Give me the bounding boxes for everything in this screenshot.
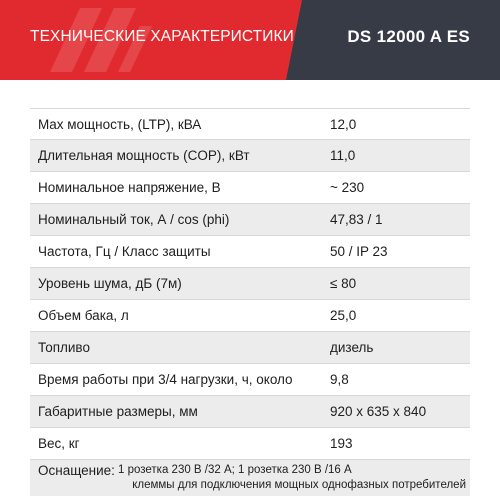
spec-value: 12,0 — [330, 117, 357, 132]
spec-row — [30, 364, 470, 396]
spec-row — [30, 428, 470, 460]
spec-label: Объем бака, л — [38, 308, 129, 323]
spec-value: 193 — [330, 436, 353, 451]
spec-row — [30, 268, 470, 300]
spec-value: 25,0 — [330, 308, 357, 323]
equipment-label: Оснащение: — [38, 463, 115, 478]
spec-value: дизель — [330, 340, 374, 355]
spec-row — [30, 396, 470, 428]
spec-label: Max мощность, (LTP), кВА — [38, 117, 202, 132]
spec-label: Вес, кг — [38, 436, 80, 451]
spec-label: Габаритные размеры, мм — [38, 404, 198, 419]
spec-row — [30, 140, 470, 172]
spec-value: 920 x 635 x 840 — [330, 404, 427, 419]
spec-row — [30, 172, 470, 204]
header-title: ТЕХНИЧЕСКИЕ ХАРАКТЕРИСТИКИ — [30, 28, 294, 45]
spec-value: 9,8 — [330, 372, 349, 387]
spec-row — [30, 300, 470, 332]
spec-value: ~ 230 — [330, 180, 365, 195]
spec-label: Частота, Гц / Класс защиты — [38, 244, 211, 259]
equipment-row — [30, 460, 470, 496]
spec-row — [30, 204, 470, 236]
spec-label: Уровень шума, дБ (7м) — [38, 276, 182, 291]
spec-table — [30, 108, 470, 496]
spec-row — [30, 332, 470, 364]
spec-label: Длительная мощность (COP), кВт — [38, 148, 250, 163]
spec-value: ≤ 80 — [330, 276, 357, 291]
spec-label: Номинальное напряжение, В — [38, 180, 221, 195]
spec-value: 47,83 / 1 — [330, 212, 383, 227]
spec-label: Номинальный ток, А / cos (phi) — [38, 212, 230, 227]
spec-label: Время работы при 3/4 нагрузки, ч, около — [38, 372, 293, 387]
equipment-line-2: клеммы для подключения мощных однофазных потребителей — [132, 479, 466, 491]
spec-label: Топливо — [38, 340, 90, 355]
model-name: DS 12000 A ES — [347, 27, 470, 46]
spec-value: 50 / IP 23 — [330, 244, 388, 259]
spec-row — [30, 108, 470, 140]
spec-row — [30, 236, 470, 268]
spec-value: 11,0 — [330, 148, 356, 163]
equipment-line-1: 1 розетка 230 В /32 А; 1 розетка 230 В /16 А — [118, 464, 352, 476]
header-banner — [0, 0, 500, 80]
